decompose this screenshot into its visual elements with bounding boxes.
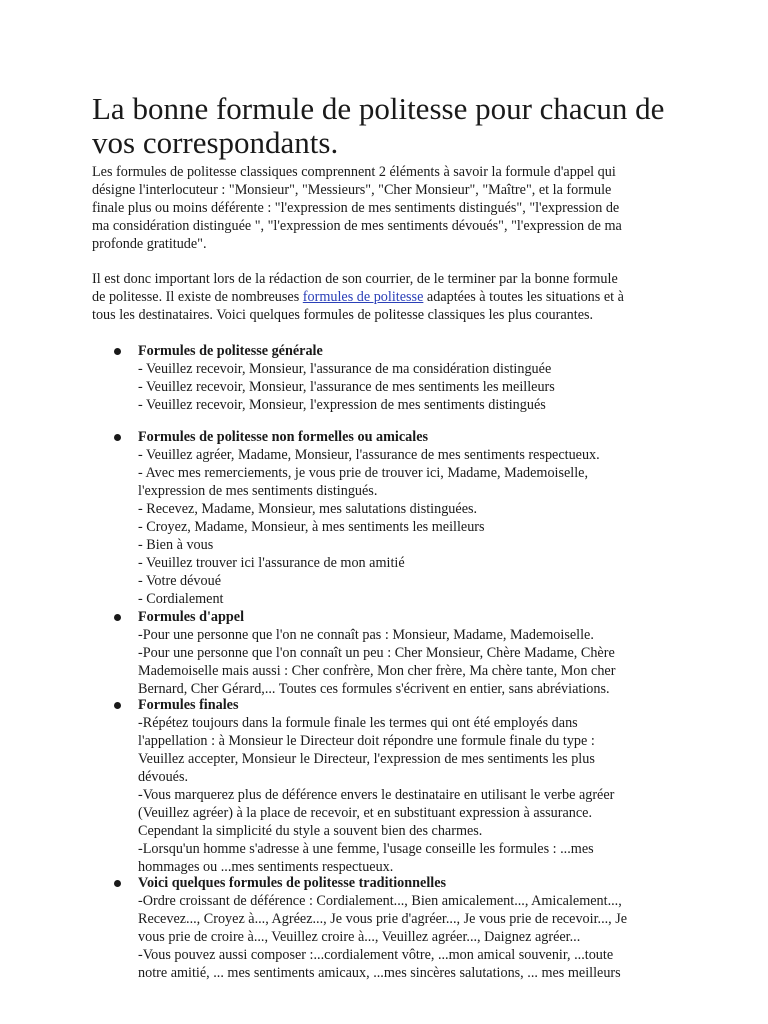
section-line: -Vous pouvez aussi composer :...cordialement vôtre, ...mon amical souvenir, ...toute: [138, 947, 614, 963]
para2-line: tous les destinataires. Voici quelques formules de politesse classiques les plus courantes.: [92, 307, 594, 323]
section-line: -Répétez toujours dans la formule finale les termes qui ont été employés dans: [138, 715, 578, 731]
section-line: hommages ou ...mes sentiments respectueux.: [138, 859, 394, 875]
intro-line: finale plus ou moins déférente : "l'expression de mes sentiments distingués", "l'expression de: [92, 200, 620, 216]
section-line: dévoués.: [138, 769, 189, 785]
bullet-icon: [114, 348, 121, 355]
section-heading: Voici quelques formules de politesse traditionnelles: [138, 875, 447, 891]
intro-line: ma considération distinguée ", "l'expression de mes sentiments dévoués", "l'expression de ma: [92, 218, 622, 234]
bullet-icon: [114, 434, 121, 441]
title-line: La bonne formule de politesse pour chacun de: [92, 91, 665, 126]
section-line: (Veuillez agréer) à la place de recevoir, et en substituant expression à assurance.: [138, 805, 593, 821]
section-line: - Veuillez recevoir, Monsieur, l'assurance de ma considération distinguée: [138, 361, 552, 377]
formules-link[interactable]: formules de politesse: [302, 289, 424, 305]
section-line: Veuillez accepter, Monsieur le Directeur, l'expression de mes sentiments les plus: [138, 751, 595, 767]
section-line: l'expression de mes sentiments distingués.: [138, 483, 378, 499]
section-line: - Cordialement: [138, 591, 224, 607]
bullet-icon: [114, 702, 121, 709]
section-line: - Recevez, Madame, Monsieur, mes salutations distinguées.: [138, 501, 478, 517]
section-line: - Bien à vous: [138, 537, 214, 553]
section-heading: Formules de politesse générale: [138, 343, 323, 359]
section-line: Cependant la simplicité du style a souvent bien des charmes.: [138, 823, 483, 839]
intro-line: Les formules de politesse classiques comprennent 2 éléments à savoir la formule d'appel qui: [92, 164, 616, 180]
section-line: - Veuillez recevoir, Monsieur, l'assurance de mes sentiments les meilleurs: [138, 379, 555, 395]
page-title: [92, 92, 692, 160]
section-line: - Veuillez recevoir, Monsieur, l'expression de mes sentiments distingués: [138, 397, 546, 413]
section-line: l'appellation : à Monsieur le Directeur doit répondre une formule finale du type :: [138, 733, 595, 749]
section-line: - Veuillez agréer, Madame, Monsieur, l'assurance de mes sentiments respectueux.: [138, 447, 600, 463]
para2-text: adaptées à toutes les situations et à: [423, 289, 624, 305]
section-line: - Votre dévoué: [138, 573, 222, 589]
section-line: Mademoiselle mais aussi : Cher confrère, Mon cher frère, Ma chère tante, Mon cher: [138, 663, 616, 679]
para2-text: de politesse. Il existe de nombreuses: [92, 289, 303, 305]
section-heading: Formules de politesse non formelles ou amicales: [138, 429, 429, 445]
bullet-icon: [114, 880, 121, 887]
section-line: -Ordre croissant de déférence : Cordialement..., Bien amicalement..., Amicalement...,: [138, 893, 622, 909]
section-heading: Formules finales: [138, 697, 239, 713]
para2-line: Il est donc important lors de la rédaction de son courrier, de le terminer par la bonne formule: [92, 271, 618, 287]
section-line: notre amitié, ... mes sentiments amicaux, ...mes sincères salutations, ... mes meilleurs: [138, 965, 621, 981]
bullet-icon: [114, 614, 121, 621]
section-heading: Formules d'appel: [138, 609, 245, 625]
intro-line: profonde gratitude".: [92, 236, 207, 252]
section-line: -Vous marquerez plus de déférence envers le destinataire en utilisant le verbe agréer: [138, 787, 615, 803]
section-line: Recevez..., Croyez à..., Agréez..., Je vous prie d'agréer..., Je vous prie de recevoir..., Je: [138, 911, 628, 927]
section-line: - Veuillez trouver ici l'assurance de mon amitié: [138, 555, 405, 571]
section-line: - Avec mes remerciements, je vous prie de trouver ici, Madame, Mademoiselle,: [138, 465, 589, 481]
section-line: vous prie de croire à..., Veuillez croire à..., Veuillez agréer..., Daignez agréer...: [138, 929, 581, 945]
intro-line: désigne l'interlocuteur : "Monsieur", "Messieurs", "Cher Monsieur", "Maître", et la formule: [92, 182, 612, 198]
section-line: Bernard, Cher Gérard,... Toutes ces formules s'écrivent en entier, sans abréviations.: [138, 681, 610, 697]
para2-line: [92, 288, 624, 306]
title-line: vos correspondants.: [92, 125, 339, 160]
section-line: - Croyez, Madame, Monsieur, à mes sentiments les meilleurs: [138, 519, 485, 535]
section-line: -Pour une personne que l'on ne connaît pas : Monsieur, Madame, Mademoiselle.: [138, 627, 594, 643]
section-line: -Pour une personne que l'on connaît un peu : Cher Monsieur, Chère Madame, Chère: [138, 645, 615, 661]
section-line: -Lorsqu'un homme s'adresse à une femme, l'usage conseille les formules : ...mes: [138, 841, 594, 857]
